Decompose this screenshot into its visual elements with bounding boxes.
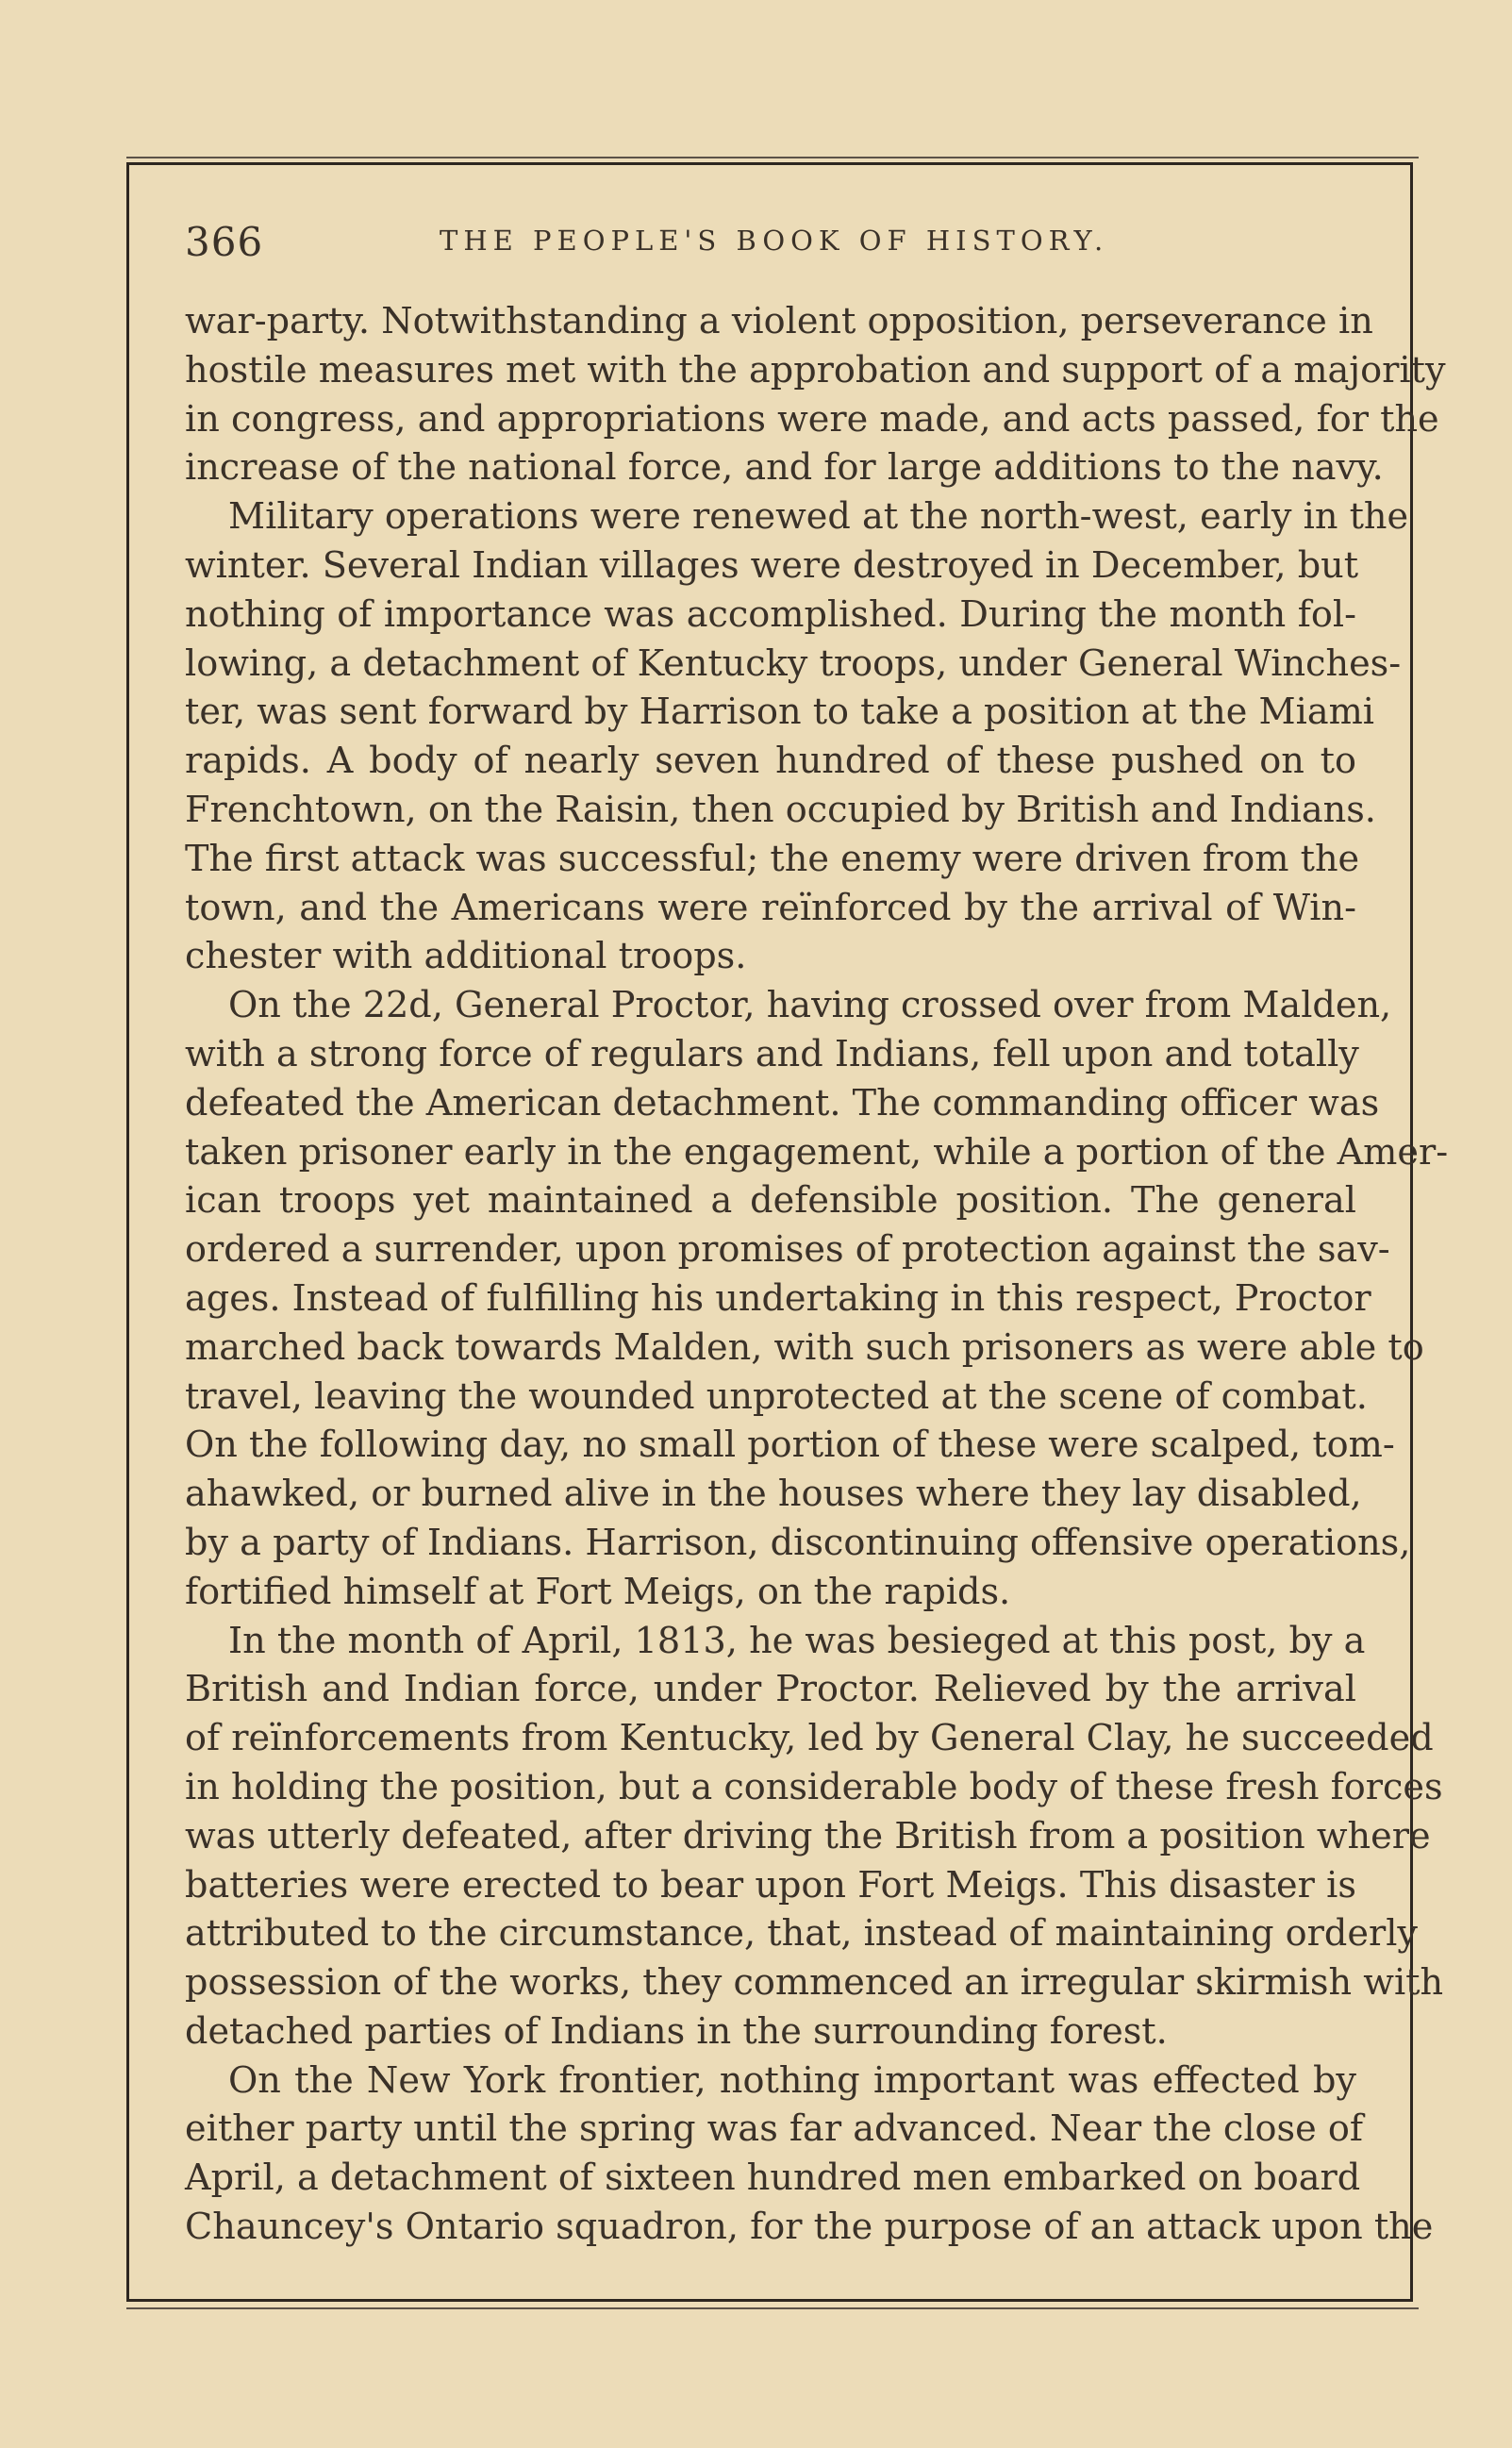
- text-line: Chauncey's Ontario squadron, for the purpose of an attack upon the: [185, 2207, 1434, 2249]
- text-line: travel, leaving the wounded unprotected at the scene of combat.: [185, 1375, 1368, 1418]
- text-line: On the New York frontier, nothing important was effected by: [228, 2059, 1356, 2102]
- text-line: On the following day, no small portion of these were scalped, tom-: [185, 1424, 1395, 1467]
- text-line: batteries were erected to bear upon Fort Meigs. This disaster is: [185, 1864, 1356, 1907]
- text-line: ages. Instead of fulfilling his undertaking in this respect, Proctor: [185, 1277, 1371, 1320]
- text-line: in holding the position, but a considerable body of these fresh forces: [185, 1766, 1443, 1808]
- paragraph: [185, 493, 1409, 982]
- text-line: war-party. Notwithstanding a violent opposition, perseverance in: [185, 301, 1373, 342]
- text-line: lowing, a detachment of Kentucky troops, under General Winches-: [185, 642, 1402, 685]
- text-line: winter. Several Indian villages were destroyed in December, but: [185, 544, 1359, 587]
- text-line: increase of the national force, and for large additions to the navy.: [185, 447, 1384, 490]
- text-line: detached parties of Indians in the surrounding forest.: [185, 2010, 1168, 2053]
- paragraph: [185, 982, 1449, 1617]
- text-line: marched back towards Malden, with such prisoners as were able to: [185, 1326, 1424, 1369]
- text-line: April, a detachment of sixteen hundred men embarked on board: [185, 2157, 1361, 2200]
- paragraph: [185, 298, 1446, 493]
- text-line: ordered a surrender, upon promises of protection against the sav-: [185, 1229, 1390, 1272]
- text-line: rapids. A body of nearly seven hundred of these pushed on to: [185, 741, 1356, 783]
- text-line: either party until the spring was far advanced. Near the close of: [185, 2108, 1363, 2151]
- text-line: in congress, and appropriations were made, and acts passed, for the: [185, 398, 1439, 441]
- text-line: ter, was sent forward by Harrison to take a position at the Miami: [185, 691, 1375, 734]
- text-line: Military operations were renewed at the north-west, early in the: [228, 496, 1409, 539]
- text-line: chester with additional troops.: [185, 936, 747, 978]
- body-text: [185, 298, 1449, 2253]
- paragraph: [185, 1618, 1444, 2057]
- text-line: attributed to the circumstance, that, instead of maintaining orderly: [185, 1913, 1418, 1956]
- text-line: In the month of April, 1813, he was besieged at this post, by a: [228, 1620, 1366, 1662]
- text-line: town, and the Americans were reïnforced by the arrival of Win-: [185, 887, 1356, 929]
- text-line: ican troops yet maintained a defensible position. The general: [185, 1180, 1356, 1223]
- text-line: of reïnforcements from Kentucky, led by General Clay, he succeeded: [185, 1718, 1434, 1760]
- text-line: British and Indian force, under Proctor. Relieved by the arrival: [185, 1669, 1356, 1711]
- text-line: taken prisoner early in the engagement, while a portion of the Amer-: [185, 1131, 1449, 1174]
- text-line: with a strong force of regulars and Indians, fell upon and totally: [185, 1033, 1359, 1075]
- top-rule: [126, 157, 1419, 158]
- page-header: [185, 219, 1354, 275]
- text-line: was utterly defeated, after driving the British from a position where: [185, 1815, 1431, 1857]
- text-line: possession of the works, they commenced an irregular skirmish with: [185, 1962, 1444, 2005]
- paragraph: [185, 2057, 1434, 2253]
- running-title: THE PEOPLE'S BOOK OF HISTORY.: [440, 225, 1109, 257]
- text-line: by a party of Indians. Harrison, discontinuing offensive operations,: [185, 1522, 1411, 1564]
- text-line: nothing of importance was accomplished. During the month fol-: [185, 593, 1356, 636]
- bottom-rule: [126, 2307, 1419, 2309]
- text-line: On the 22d, General Proctor, having crossed over from Malden,: [228, 985, 1392, 1027]
- text-line: defeated the American detachment. The commanding officer was: [185, 1082, 1380, 1124]
- text-line: ahawked, or burned alive in the houses where they lay disabled,: [185, 1474, 1362, 1516]
- text-line: fortified himself at Fort Meigs, on the rapids.: [185, 1571, 1011, 1613]
- text-line: hostile measures met with the approbation and support of a majority: [185, 349, 1446, 391]
- text-line: Frenchtown, on the Raisin, then occupied by British and Indians.: [185, 789, 1376, 831]
- page-number: 366: [185, 219, 264, 265]
- text-line: The first attack was successful; the enemy were driven from the: [185, 838, 1360, 880]
